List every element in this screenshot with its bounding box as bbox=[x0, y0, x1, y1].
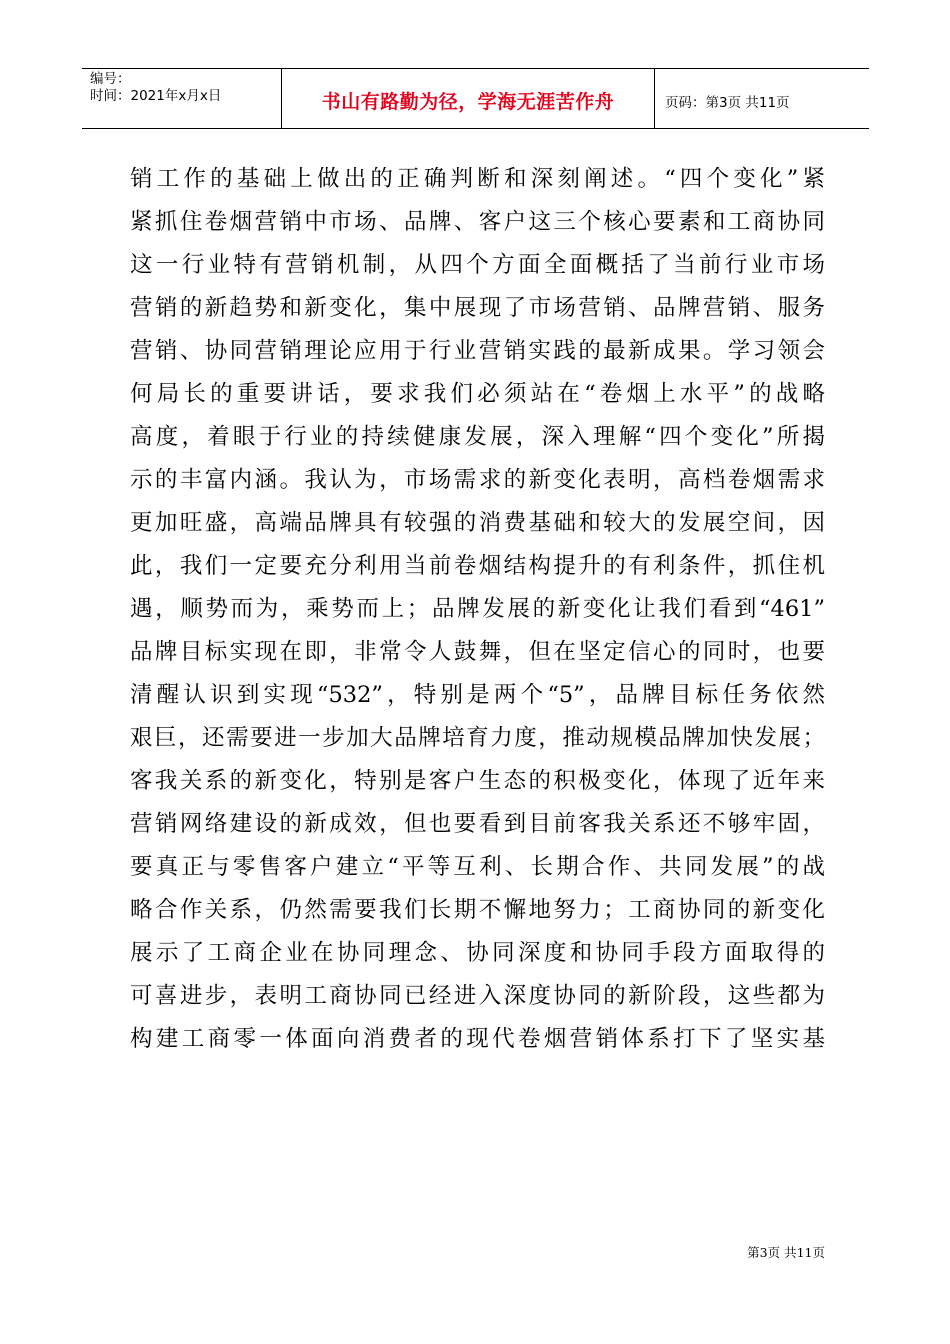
document-header bbox=[82, 68, 869, 129]
body-line: 要真正与零售客户建立“平等互利、长期合作、共同发展”的战 bbox=[130, 854, 825, 880]
body-line: 遇，顺势而为，乘势而上；品牌发展的新变化让我们看到“461” bbox=[130, 596, 825, 622]
body-line: 紧抓住卷烟营销中市场、品牌、客户这三个核心要素和工商协同 bbox=[130, 209, 825, 235]
page-footer bbox=[747, 1243, 825, 1261]
body-line: 品牌目标实现在即，非常令人鼓舞，但在坚定信心的同时，也要 bbox=[130, 639, 825, 665]
body-line: 构建工商零一体面向消费者的现代卷烟营销体系打下了坚实基 bbox=[130, 1026, 825, 1052]
header-meta-cell bbox=[82, 69, 282, 128]
body-line: 营销的新趋势和新变化，集中展现了市场营销、品牌营销、服务 bbox=[130, 295, 825, 321]
serial-number-label: 编号： bbox=[90, 71, 131, 87]
body-line: 示的丰富内涵。我认为，市场需求的新变化表明，高档卷烟需求 bbox=[130, 467, 825, 493]
header-page-cell bbox=[655, 69, 869, 128]
body-line: 可喜进步，表明工商协同已经进入深度协同的新阶段，这些都为 bbox=[130, 983, 825, 1009]
footer-page-info: 第3页 共11页 bbox=[747, 1245, 825, 1260]
body-line: 高度，着眼于行业的持续健康发展，深入理解“四个变化”所揭 bbox=[130, 424, 825, 450]
body-line: 何局长的重要讲话，要求我们必须站在“卷烟上水平”的战略 bbox=[130, 381, 825, 407]
motto-text: 书山有路勤为径，学海无涯苦作舟 bbox=[321, 91, 615, 113]
body-line: 略合作关系，仍然需要我们长期不懈地努力；工商协同的新变化 bbox=[130, 897, 825, 923]
body-line: 清醒认识到实现“532”，特别是两个“5”，品牌目标任务依然 bbox=[130, 682, 825, 708]
body-line: 营销网络建设的新成效，但也要看到目前客我关系还不够牢固， bbox=[130, 811, 825, 837]
date-line: 时间：2021年x月x日 bbox=[90, 88, 222, 104]
header-page-info: 页码：第3页 共11页 bbox=[665, 94, 790, 111]
body-line: 这一行业特有营销机制，从四个方面全面概括了当前行业市场 bbox=[130, 252, 825, 278]
body-line: 更加旺盛，高端品牌具有较强的消费基础和较大的发展空间，因 bbox=[130, 510, 825, 536]
body-line: 客我关系的新变化，特别是客户生态的积极变化，体现了近年来 bbox=[130, 768, 825, 794]
body-line: 艰巨，还需要进一步加大品牌培育力度，推动规模品牌加快发展； bbox=[130, 725, 825, 751]
body-line: 展示了工商企业在协同理念、协同深度和协同手段方面取得的 bbox=[130, 940, 825, 966]
body-line: 营销、协同营销理论应用于行业营销实践的最新成果。学习领会 bbox=[130, 338, 825, 364]
body-line: 销工作的基础上做出的正确判断和深刻阐述。“四个变化”紧 bbox=[130, 166, 825, 192]
header-motto-cell bbox=[282, 69, 655, 128]
body-line: 此，我们一定要充分利用当前卷烟结构提升的有利条件，抓住机 bbox=[130, 553, 825, 579]
body-paragraph bbox=[130, 158, 825, 1061]
